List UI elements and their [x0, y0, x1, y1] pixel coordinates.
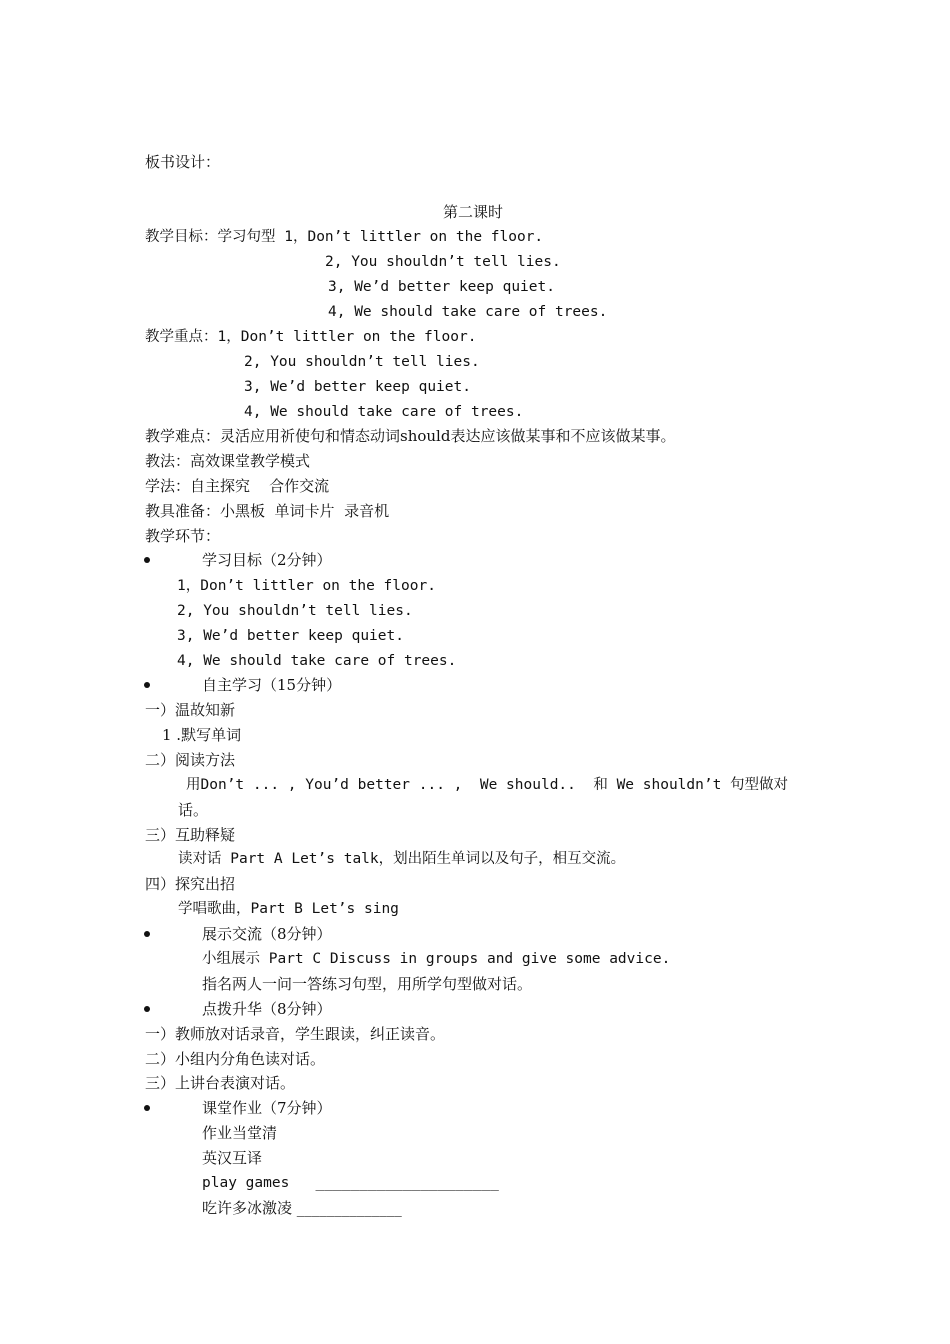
homework-blank: play games _____________________	[202, 1175, 499, 1191]
bullet-icon	[144, 931, 150, 937]
guidance-line: 三）上讲台表演对话。	[145, 1074, 296, 1092]
focus-label: 教学重点：1，Don’t littler on the floor.	[145, 329, 477, 345]
guidance-line: 二）小组内分角色读对话。	[145, 1050, 326, 1068]
section-title-presentation: 展示交流（8分钟）	[202, 925, 332, 943]
self-study-part-2-line: 用Don’t ... , You’d better ... , We should.. 和 We shouldn’t 句型做对	[186, 777, 789, 793]
self-study-part-4-line: 学唱歌曲，Part B Let’s sing	[178, 901, 399, 917]
section-title-guidance: 点拨升华（8分钟）	[202, 1000, 332, 1018]
self-study-part-2-line: 话。	[178, 801, 209, 819]
section-title-homework: 课堂作业（7分钟）	[202, 1099, 332, 1117]
teaching-method: 教法：高效课堂教学模式	[145, 452, 311, 470]
bullet-icon	[144, 682, 150, 688]
self-study-part-3-line: 读对话 Part A Let’s talk，划出陌生单词以及句子，相互交流。	[178, 851, 626, 867]
learning-method: 学法：自主探究 合作交流	[145, 477, 330, 495]
section-goal-item: 3, We’d better keep quiet.	[177, 628, 404, 644]
section-title-goals: 学习目标（2分钟）	[202, 551, 332, 569]
section-goal-item: 4, We should take care of trees.	[177, 653, 457, 669]
bullet-icon	[144, 1105, 150, 1111]
goals-item: 3, We’d better keep quiet.	[328, 279, 555, 295]
presentation-line: 小组展示 Part C Discuss in groups and give some advice.	[202, 951, 671, 967]
section-goal-item: 1，Don’t littler on the floor.	[177, 578, 436, 594]
focus-item: 2, You shouldn’t tell lies.	[244, 354, 480, 370]
board-design-heading: 板书设计：	[145, 153, 221, 171]
section-goal-item: 2, You shouldn’t tell lies.	[177, 603, 413, 619]
presentation-line: 指名两人一问一答练习句型，用所学句型做对话。	[202, 975, 533, 993]
self-study-part-3: 三）互助释疑	[145, 826, 236, 844]
self-study-part-1: 一）温故知新	[145, 701, 236, 719]
section-title-self-study: 自主学习（15分钟）	[202, 676, 342, 694]
difficulty-text: 教学难点：灵活应用祈使句和情态动词should表达应该做某事和不应该做某事。	[145, 427, 676, 445]
homework-line: 作业当堂清	[202, 1124, 278, 1142]
self-study-part-1-sub: 1 .默写单词	[162, 726, 242, 744]
goals-item: 4, We should take care of trees.	[328, 304, 608, 320]
guidance-line: 一）教师放对话录音，学生跟读，纠正读音。	[145, 1025, 446, 1043]
homework-line: 英汉互译	[202, 1149, 263, 1167]
goals-label: 教学目标：学习句型 1，Don’t littler on the floor.	[145, 229, 544, 245]
self-study-part-4: 四）探究出招	[145, 875, 236, 893]
steps-heading: 教学环节：	[145, 527, 221, 545]
bullet-icon	[144, 557, 150, 563]
tools-text: 教具准备：小黑板 单词卡片 录音机	[145, 502, 390, 520]
self-study-part-2: 二）阅读方法	[145, 751, 236, 769]
bullet-icon	[144, 1006, 150, 1012]
goals-item: 2, You shouldn’t tell lies.	[325, 254, 561, 270]
lesson-title: 第二课时	[443, 203, 504, 221]
focus-item: 4, We should take care of trees.	[244, 404, 524, 420]
homework-blank: 吃许多冰激凌 ______________	[202, 1199, 402, 1217]
focus-item: 3, We’d better keep quiet.	[244, 379, 471, 395]
